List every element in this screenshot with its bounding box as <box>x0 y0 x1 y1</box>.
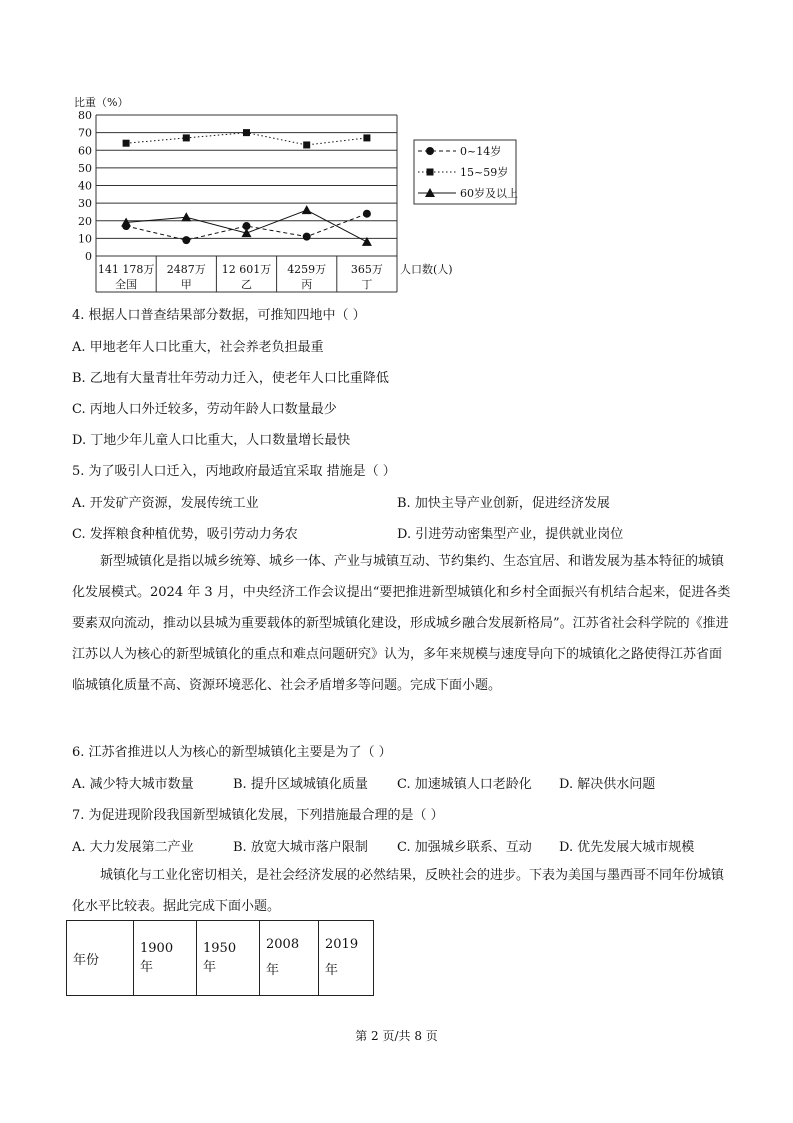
y-tick-label: 70 <box>78 126 92 140</box>
legend-label: 0~14岁 <box>460 145 502 158</box>
question-5-option-a: A. 开发矿产资源，发展传统工业 <box>72 496 259 511</box>
data-point-circle <box>363 210 371 218</box>
data-point-square <box>183 134 190 141</box>
category-population-label: 2487万 <box>166 263 206 276</box>
category-name-label: 甲 <box>180 278 192 291</box>
data-point-square <box>363 134 370 141</box>
y-tick-label: 30 <box>78 197 92 211</box>
table-header-cell: 2019年 <box>319 921 374 996</box>
data-point-square <box>303 141 310 148</box>
category-population-label: 141 178万 <box>97 263 155 276</box>
table-header-cell: 2008年 <box>260 921 319 996</box>
question-4-option-d: D. 丁地少年儿童人口比重大，人口数量增长最快 <box>72 433 351 448</box>
passage-urbanization <box>72 546 732 701</box>
data-point-square <box>123 140 130 147</box>
table-header-cell: 1900 年 <box>134 921 197 996</box>
urbanization-comparison-table <box>66 920 374 996</box>
passage-urbanization-text: 新型城镇化是指以城乡统筹、城乡一体、产业与城镇互动、节约集约、生态宜居、和谐发展为基本特征的城镇化发展模式。2024 年 3 月，中央经济工作会议提出“要把推进新型城镇化和乡村全面振兴有机结合起来，促进各类要素双向流动，推动以县城为重要载体的新型城镇化建设，形成城乡融合发展新格局”。江苏省社会科学院的《推进江苏以人为核心的新型城镇化的重点和难点问题研究》认为，多年来规模与速度导向下的城镇化之路使得江苏省面临城镇化质量不高、资源环境恶化、社会矛盾增多等问题。完成下面小题。 <box>72 554 731 693</box>
data-point-triangle <box>181 212 191 221</box>
data-point-circle <box>182 236 190 244</box>
passage-industrialization-text: 城镇化与工业化密切相关，是社会经济发展的必然结果，反映社会的进步。下表为美国与墨西哥不同年份城镇化水平比较表。据此完成下面小题。 <box>72 868 725 914</box>
question-5-option-c: C. 发挥粮食种植优势，吸引劳动力务农 <box>72 527 298 542</box>
question-7-option-c: C. 加强城乡联系、互动 <box>397 840 532 855</box>
passage-industrialization <box>72 860 732 922</box>
y-tick-label: 80 <box>78 109 92 122</box>
category-name-label: 丙 <box>301 278 313 291</box>
y-axis-title: 比重（%） <box>74 96 129 109</box>
question-6-stem: 6. 江苏省推进以人为核心的新型城镇化主要是为了（ ） <box>72 745 392 760</box>
y-tick-label: 50 <box>78 161 92 175</box>
table-row <box>67 921 374 996</box>
question-7-stem: 7. 为促进现阶段我国新型城镇化发展，下列措施最合理的是（ ） <box>72 808 444 823</box>
y-tick-label: 10 <box>78 232 92 246</box>
question-4-stem: 4. 根据人口普查结果部分数据，可推知四地中（ ） <box>72 308 366 323</box>
y-tick-label: 0 <box>85 250 92 263</box>
y-tick-label: 40 <box>78 179 92 193</box>
question-6-option-a: A. 减少特大城市数量 <box>72 777 194 792</box>
question-4-option-b: B. 乙地有大量青壮年劳动力迁入，使老年人口比重降低 <box>72 371 389 386</box>
category-name-label: 丁 <box>361 278 373 291</box>
category-name-label: 乙 <box>241 278 252 291</box>
data-point-square <box>427 169 434 176</box>
category-population-label: 12 601万 <box>221 263 272 276</box>
series-1 <box>122 210 371 244</box>
question-4-option-a: A. 甲地老年人口比重大，社会养老负担最重 <box>72 340 324 355</box>
question-6-option-d: D. 解决供水问题 <box>559 777 656 792</box>
question-4-option-c: C. 丙地人口外迁较多，劳动年龄人口数量最少 <box>72 402 337 417</box>
y-tick-label: 20 <box>78 214 92 228</box>
y-tick-label: 60 <box>78 144 92 158</box>
data-point-square <box>243 129 250 136</box>
question-5-stem: 5. 为了吸引人口迁入，丙地政府最适宜采取 措施是（ ） <box>72 464 396 479</box>
table-header-cell: 年份 <box>67 921 134 996</box>
category-name-label: 全国 <box>115 278 138 291</box>
question-7-option-d: D. 优先发展大城市规模 <box>559 840 695 855</box>
series-2 <box>123 129 371 148</box>
x-axis-title: 人口数(人) <box>400 263 453 276</box>
data-point-circle <box>426 147 434 155</box>
question-5-option-b: B. 加快主导产业创新，促进经济发展 <box>397 496 610 511</box>
table-header-cell: 1950 年 <box>197 921 260 996</box>
question-7-option-a: A. 大力发展第二产业 <box>72 840 194 855</box>
data-point-circle <box>303 233 311 241</box>
data-point-triangle <box>302 205 312 214</box>
population-structure-chart <box>0 0 793 300</box>
question-7-option-b: B. 放宽大城市落户限制 <box>233 840 368 855</box>
question-6-option-b: B. 提升区域城镇化质量 <box>233 777 368 792</box>
legend-label: 15~59岁 <box>460 166 509 179</box>
page-footer: 第 2 页/共 8 页 <box>355 1029 438 1043</box>
category-population-label: 365万 <box>350 263 383 276</box>
legend-label: 60岁及以上 <box>460 187 518 200</box>
question-5-option-d: D. 引进劳动密集型产业，提供就业岗位 <box>397 527 624 542</box>
question-6-option-c: C. 加速城镇人口老龄化 <box>397 777 532 792</box>
category-population-label: 4259万 <box>287 263 327 276</box>
